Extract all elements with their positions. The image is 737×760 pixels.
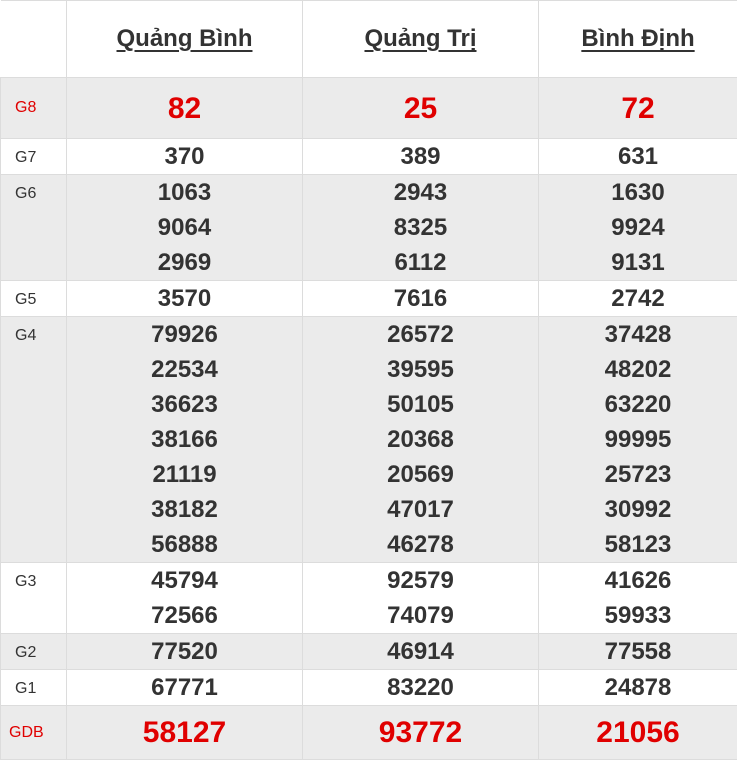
result-number: 9924 xyxy=(539,210,737,245)
result-number: 72 xyxy=(539,91,737,126)
result-number: 9131 xyxy=(539,245,737,280)
result-number: 26572 xyxy=(303,317,538,352)
prize-label: G8 xyxy=(1,78,67,139)
result-number: 6112 xyxy=(303,245,538,280)
result-cell xyxy=(539,317,737,563)
prize-row-g7 xyxy=(1,139,737,175)
result-cell xyxy=(67,634,303,670)
result-number: 24878 xyxy=(539,670,737,705)
result-number: 22534 xyxy=(67,352,302,387)
result-number: 58123 xyxy=(539,527,737,562)
result-number: 82 xyxy=(67,91,302,126)
result-cell xyxy=(539,175,737,281)
result-cell xyxy=(67,139,303,175)
result-cell xyxy=(539,706,737,760)
result-cell xyxy=(67,670,303,706)
province-header[interactable] xyxy=(539,1,737,78)
result-number: 20569 xyxy=(303,457,538,492)
result-cell xyxy=(539,281,737,317)
result-number: 37428 xyxy=(539,317,737,352)
result-cell xyxy=(67,175,303,281)
result-number: 21119 xyxy=(67,457,302,492)
result-cell xyxy=(303,281,539,317)
result-number: 99995 xyxy=(539,422,737,457)
result-number: 25 xyxy=(303,91,538,126)
result-number: 36623 xyxy=(67,387,302,422)
prize-row-g2 xyxy=(1,634,737,670)
result-cell xyxy=(539,670,737,706)
result-cell xyxy=(67,317,303,563)
result-number: 8325 xyxy=(303,210,538,245)
prize-row-g3 xyxy=(1,563,737,634)
prize-label: G2 xyxy=(1,634,67,670)
result-cell xyxy=(539,139,737,175)
result-number: 79926 xyxy=(67,317,302,352)
prize-row-g4 xyxy=(1,317,737,563)
prize-label: G4 xyxy=(1,317,67,563)
result-number: 67771 xyxy=(67,670,302,705)
result-cell xyxy=(539,563,737,634)
prize-label: GDB xyxy=(1,706,67,760)
result-cell xyxy=(539,78,737,139)
prize-row-g1 xyxy=(1,670,737,706)
result-number: 74079 xyxy=(303,598,538,633)
result-number: 63220 xyxy=(539,387,737,422)
result-number: 48202 xyxy=(539,352,737,387)
result-cell xyxy=(303,78,539,139)
province-header[interactable] xyxy=(303,1,539,78)
result-cell xyxy=(303,634,539,670)
result-number: 77558 xyxy=(539,634,737,669)
result-number: 1630 xyxy=(539,175,737,210)
prize-label: G7 xyxy=(1,139,67,175)
result-cell xyxy=(67,706,303,760)
result-number: 39595 xyxy=(303,352,538,387)
result-number: 47017 xyxy=(303,492,538,527)
result-number: 370 xyxy=(67,139,302,174)
header-empty-cell xyxy=(1,1,67,78)
prize-label: G3 xyxy=(1,563,67,634)
result-cell xyxy=(303,563,539,634)
result-cell xyxy=(539,634,737,670)
result-number: 30992 xyxy=(539,492,737,527)
result-number: 631 xyxy=(539,139,737,174)
result-cell xyxy=(303,706,539,760)
result-cell xyxy=(67,281,303,317)
prize-label: G5 xyxy=(1,281,67,317)
result-number: 389 xyxy=(303,139,538,174)
result-number: 93772 xyxy=(303,715,538,750)
result-number: 3570 xyxy=(67,281,302,316)
result-number: 7616 xyxy=(303,281,538,316)
result-cell xyxy=(303,317,539,563)
result-cell xyxy=(67,78,303,139)
result-number: 25723 xyxy=(539,457,737,492)
prize-label: G1 xyxy=(1,670,67,706)
province-header[interactable] xyxy=(67,1,303,78)
header-row xyxy=(1,1,737,78)
result-number: 9064 xyxy=(67,210,302,245)
result-number: 20368 xyxy=(303,422,538,457)
result-number: 2742 xyxy=(539,281,737,316)
prize-row-g5 xyxy=(1,281,737,317)
province-name[interactable]: Quảng Bình xyxy=(117,25,253,52)
result-number: 72566 xyxy=(67,598,302,633)
prize-row-g6 xyxy=(1,175,737,281)
result-cell xyxy=(303,139,539,175)
result-cell xyxy=(303,175,539,281)
result-number: 46914 xyxy=(303,634,538,669)
prize-row-gdb xyxy=(1,706,737,760)
result-number: 77520 xyxy=(67,634,302,669)
result-number: 2969 xyxy=(67,245,302,280)
result-number: 21056 xyxy=(539,715,737,750)
result-number: 92579 xyxy=(303,563,538,598)
result-cell xyxy=(67,563,303,634)
result-number: 1063 xyxy=(67,175,302,210)
result-number: 58127 xyxy=(67,715,302,750)
result-number: 50105 xyxy=(303,387,538,422)
result-number: 56888 xyxy=(67,527,302,562)
result-number: 38182 xyxy=(67,492,302,527)
prize-label: G6 xyxy=(1,175,67,281)
result-number: 46278 xyxy=(303,527,538,562)
result-number: 38166 xyxy=(67,422,302,457)
prize-row-g8 xyxy=(1,78,737,139)
province-name[interactable]: Quảng Trị xyxy=(364,25,476,52)
result-number: 2943 xyxy=(303,175,538,210)
result-cell xyxy=(303,670,539,706)
province-name[interactable]: Bình Định xyxy=(581,25,694,52)
result-number: 83220 xyxy=(303,670,538,705)
result-number: 59933 xyxy=(539,598,737,633)
result-number: 41626 xyxy=(539,563,737,598)
result-number: 45794 xyxy=(67,563,302,598)
